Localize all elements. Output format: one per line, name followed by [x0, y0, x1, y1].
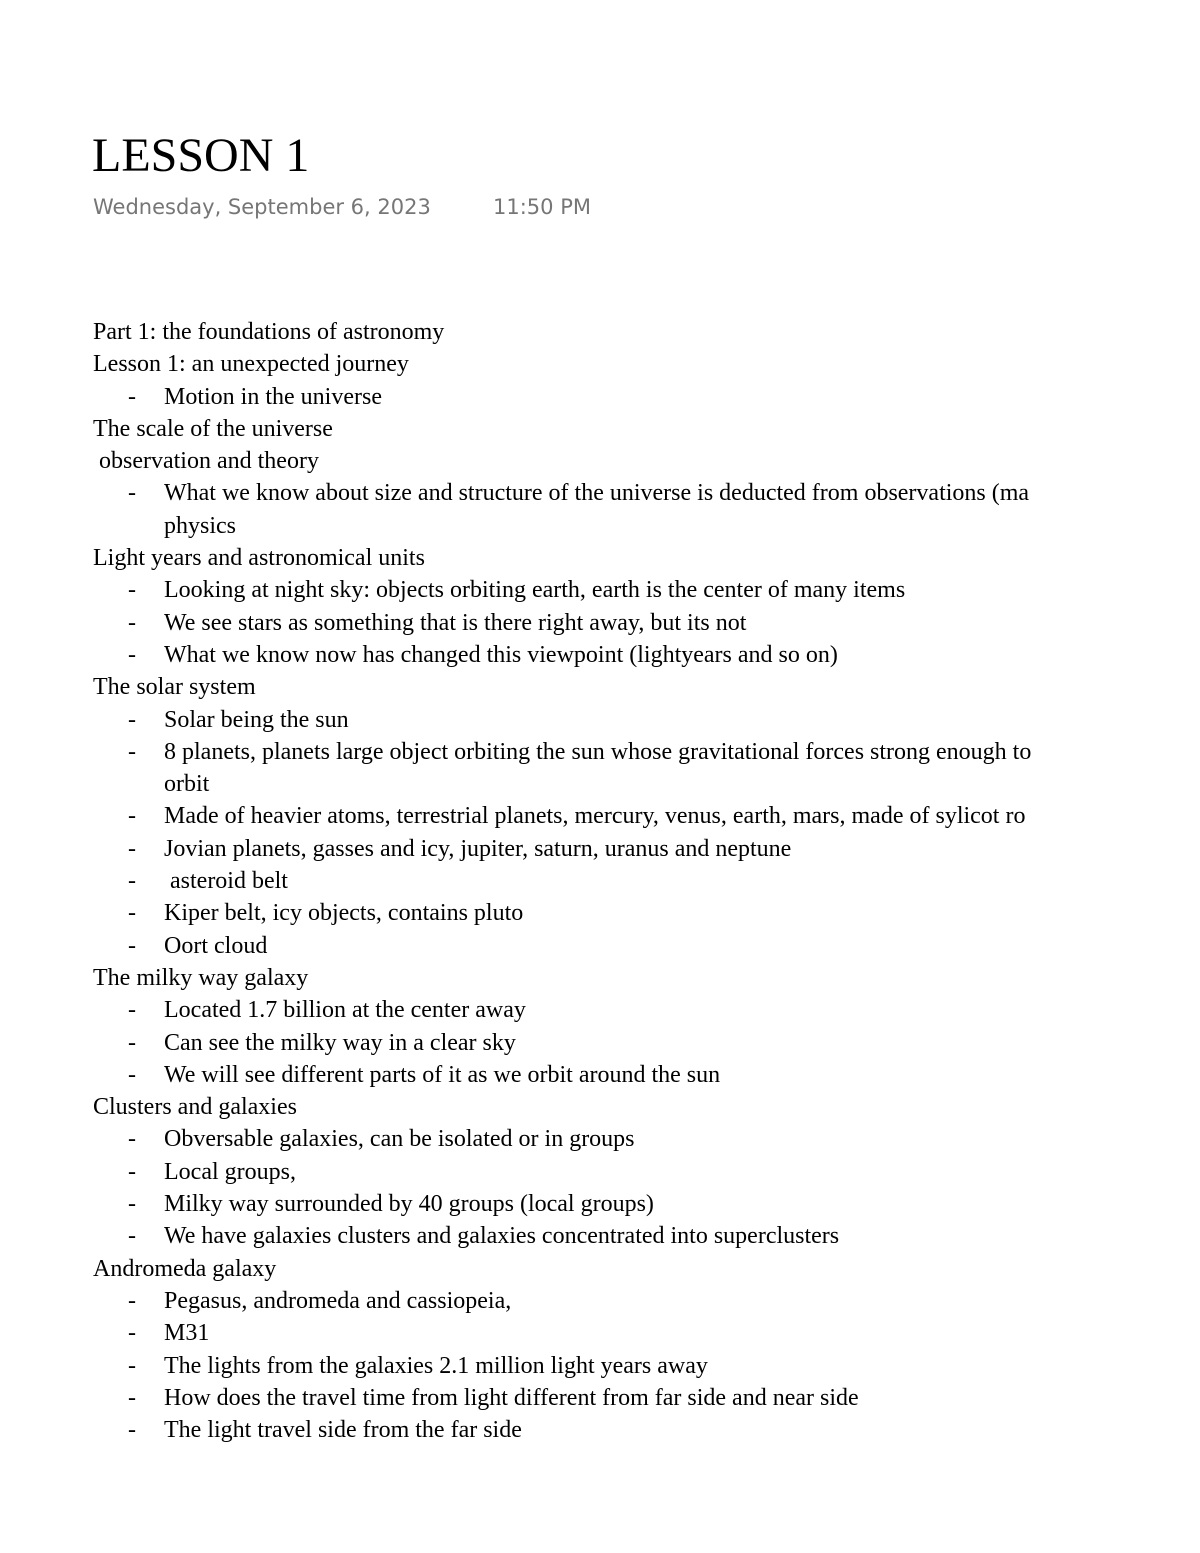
line-text: We see stars as something that is there right away, but its not	[164, 609, 747, 636]
line-text: Pegasus, andromeda and cassiopeia,	[164, 1287, 512, 1314]
line-text: Lesson 1: an unexpected journey	[93, 351, 409, 378]
line-text: Solar being the sun	[164, 706, 349, 733]
line-text: We will see different parts of it as we orbit around the sun	[164, 1061, 721, 1088]
bullet-dash: -	[128, 577, 136, 604]
bullet-item	[93, 833, 1200, 865]
bullet-dash: -	[128, 803, 136, 830]
line-text: Looking at night sky: objects orbiting earth, earth is the center of many items	[164, 577, 906, 604]
line-text: We have galaxies clusters and galaxies concentrated into superclusters	[164, 1223, 840, 1250]
bullet-item	[93, 736, 1200, 768]
bullet-item	[93, 897, 1200, 929]
bullet-item	[93, 607, 1200, 639]
bullet-item	[93, 704, 1200, 736]
bullet-dash: -	[128, 1061, 136, 1088]
bullet-dash: -	[128, 1191, 136, 1218]
bullet-item	[93, 1220, 1200, 1252]
bullet-continuation	[93, 510, 1200, 542]
line-text: Clusters and galaxies	[93, 1094, 297, 1121]
bullet-dash: -	[128, 1417, 136, 1444]
line-text: physics	[164, 512, 236, 539]
bullet-dash: -	[128, 1126, 136, 1153]
line-text: The milky way galaxy	[93, 964, 309, 991]
line-text: Motion in the universe	[164, 383, 382, 410]
bullet-dash: -	[128, 1384, 136, 1411]
line-text: M31	[164, 1320, 210, 1347]
bullet-dash: -	[128, 738, 136, 765]
bullet-dash: -	[128, 835, 136, 862]
bullet-dash: -	[128, 1029, 136, 1056]
line-text: How does the travel time from light different from far side and near side	[164, 1384, 859, 1411]
bullet-dash: -	[128, 706, 136, 733]
bullet-item	[93, 800, 1200, 832]
line-text: Obversable galaxies, can be isolated or in groups	[164, 1126, 635, 1153]
line-text: 8 planets, planets large object orbiting the sun whose gravitational forces strong enough to	[164, 738, 1032, 765]
line-text: The solar system	[93, 674, 256, 701]
bullet-dash: -	[128, 1287, 136, 1314]
bullet-dash: -	[128, 1158, 136, 1185]
bullet-item	[93, 994, 1200, 1026]
bullet-item	[93, 1188, 1200, 1220]
note-heading	[93, 962, 1200, 994]
bullet-item	[93, 1382, 1200, 1414]
line-text: Can see the milky way in a clear sky	[164, 1029, 516, 1056]
line-text: Oort cloud	[164, 932, 268, 959]
line-text: What we know about size and structure of the universe is deducted from observations (ma	[164, 480, 1030, 507]
line-text: The lights from the galaxies 2.1 million light years away	[164, 1352, 708, 1379]
bullet-item	[93, 639, 1200, 671]
bullet-dash: -	[128, 932, 136, 959]
bullet-item	[93, 1285, 1200, 1317]
note-heading	[93, 1253, 1200, 1285]
bullet-item	[93, 1156, 1200, 1188]
bullet-dash: -	[128, 997, 136, 1024]
bullet-dash: -	[128, 868, 136, 895]
note-time: 11:50 PM	[493, 195, 591, 219]
bullet-item	[93, 381, 1200, 413]
bullet-item	[93, 1027, 1200, 1059]
bullet-dash: -	[128, 641, 136, 668]
note-body	[93, 316, 1200, 1446]
bullet-dash: -	[128, 1223, 136, 1250]
note-timestamp	[93, 193, 591, 221]
line-text: Made of heavier atoms, terrestrial planets, mercury, venus, earth, mars, made of sylicot ro	[164, 803, 1026, 830]
note-heading	[93, 671, 1200, 703]
line-text: Andromeda galaxy	[93, 1255, 277, 1282]
bullet-dash: -	[128, 1320, 136, 1347]
bullet-item	[93, 1059, 1200, 1091]
note-heading	[93, 445, 1200, 477]
line-text: Part 1: the foundations of astronomy	[93, 319, 445, 345]
bullet-dash: -	[128, 480, 136, 507]
bullet-dash: -	[128, 383, 136, 410]
bullet-item	[93, 477, 1200, 509]
note-heading	[93, 542, 1200, 574]
line-text: The scale of the universe	[93, 415, 333, 442]
line-text: asteroid belt	[164, 868, 288, 895]
bullet-item	[93, 1317, 1200, 1349]
line-text: The light travel side from the far side	[164, 1417, 522, 1444]
bullet-item	[93, 1350, 1200, 1382]
bullet-dash: -	[128, 900, 136, 927]
note-heading	[93, 316, 1200, 348]
line-text: Located 1.7 billion at the center away	[164, 997, 526, 1024]
line-text: What we know now has changed this viewpoint (lightyears and so on)	[164, 641, 838, 668]
note-heading	[93, 1091, 1200, 1123]
bullet-continuation	[93, 768, 1200, 800]
line-text: Kiper belt, icy objects, contains pluto	[164, 900, 524, 927]
line-text: Milky way surrounded by 40 groups (local groups)	[164, 1191, 654, 1218]
line-text: Light years and astronomical units	[93, 545, 425, 572]
page-title: LESSON 1	[92, 129, 310, 182]
bullet-item	[93, 1123, 1200, 1155]
bullet-item	[93, 1414, 1200, 1446]
note-heading	[93, 413, 1200, 445]
line-text: Jovian planets, gasses and icy, jupiter, saturn, uranus and neptune	[164, 835, 792, 862]
bullet-item	[93, 930, 1200, 962]
note-heading	[93, 348, 1200, 380]
bullet-item	[93, 574, 1200, 606]
line-text: observation and theory	[99, 448, 319, 475]
bullet-dash: -	[128, 609, 136, 636]
bullet-item	[93, 865, 1200, 897]
bullet-dash: -	[128, 1352, 136, 1379]
note-date: Wednesday, September 6, 2023	[93, 195, 431, 219]
line-text: orbit	[164, 771, 210, 798]
line-text: Local groups,	[164, 1158, 296, 1185]
